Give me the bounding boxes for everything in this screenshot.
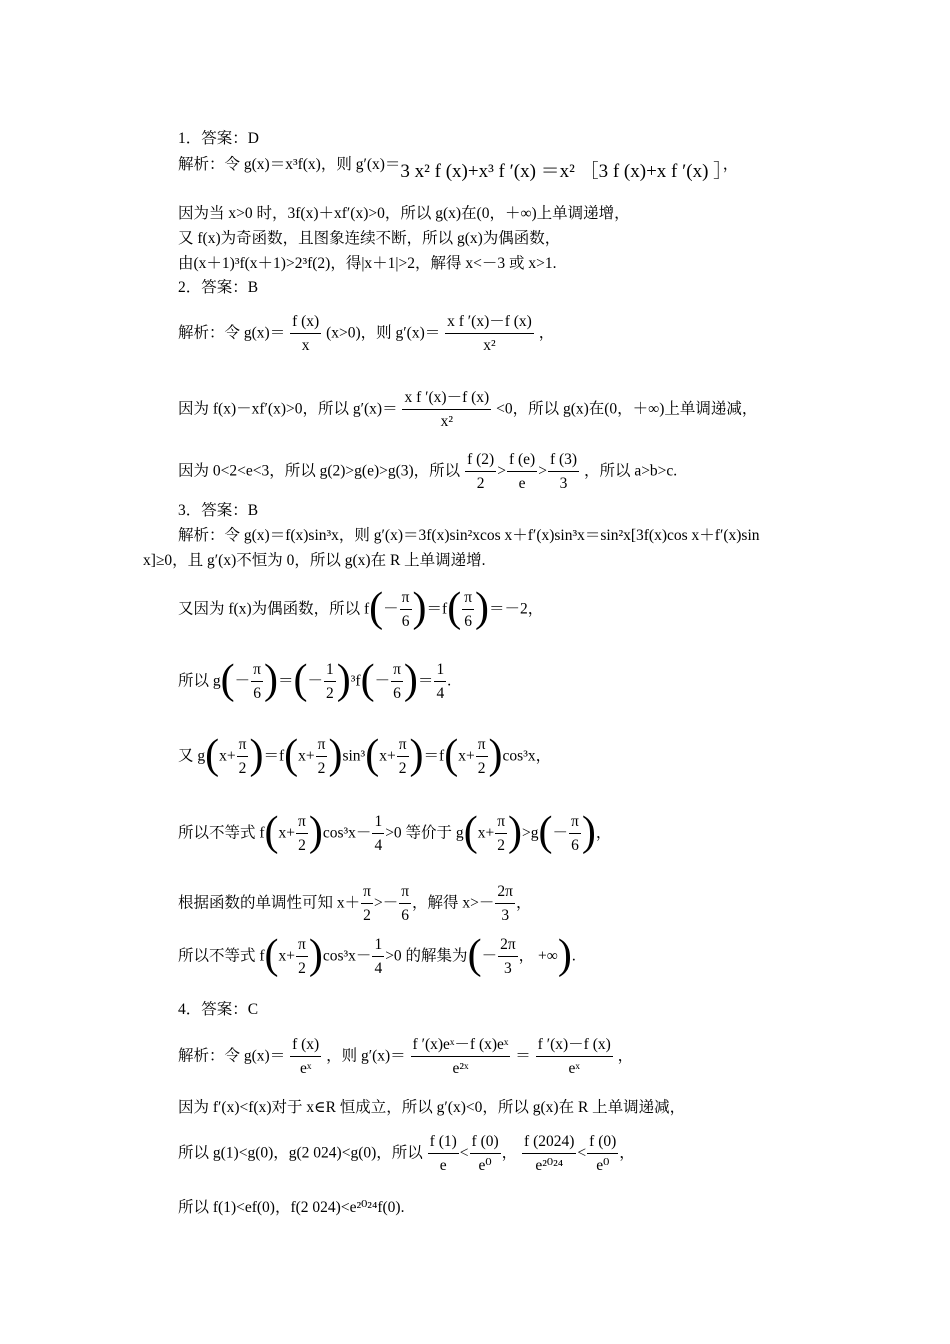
paren-close: ) [249,732,264,778]
plus-infinity: ， +∞ [518,947,558,965]
p3-line7-text: 根据函数的单调性可知 x＋ [178,894,361,912]
p3-line5-text: 又 g [178,747,206,765]
minus-sign: － [234,672,251,690]
x-plus: x+ [379,747,396,765]
pi-over-6: $\frac{\pi}{6}$ [253,661,261,702]
gt-g: >g [522,824,539,842]
paren-open: ( [264,932,279,978]
one-quarter: $\frac{1}{4}$ [374,936,383,977]
p4-fraction-simplified: $\frac{f '(x)-f (x)}{\text{eˣ}}$ [537,1036,611,1077]
p2-fraction-f3: $\frac{f (3)}{3}$ [549,451,578,492]
cos-cube: cos³x， [502,747,552,765]
paren-close: ) [557,932,572,978]
p4-fraction-f0-2: $\frac{f (0)}{\text{e⁰}}$ [589,1133,617,1174]
one-quarter: $\frac{1}{4}$ [436,661,445,702]
paren-open: ( [538,809,553,855]
p2-line3 [178,450,677,494]
x-plus: x+ [298,747,315,765]
paren-open: ( [264,809,279,855]
x-plus: x+ [219,747,236,765]
paren-open: ( [293,657,308,703]
x-plus: x+ [278,824,296,842]
cube-f: ³f [350,672,361,690]
p3-line8-text: 所以不等式 f [178,947,265,965]
lt: < [577,1144,587,1162]
pi-over-2: $\frac{\pi}{2}$ [298,936,306,977]
p3-line7 [178,882,532,926]
pi-over-2: $\frac{\pi}{2}$ [497,813,506,854]
p2-gt1: > [497,462,506,480]
paren-close: ) [328,732,343,778]
p2-title: 2．答案：B [178,279,259,296]
paren-open: ( [365,732,380,778]
paren-open: ( [205,732,220,778]
p3-line5 [178,732,552,779]
paren-open: ( [463,809,478,855]
p3-line6-text: 所以不等式 f [178,824,265,842]
one-quarter: $\frac{1}{4}$ [374,813,383,854]
p1-line1-end: ， [722,156,739,173]
pi-over-2: $\frac{\pi}{2}$ [317,736,326,777]
paren-close: ) [409,732,424,778]
p4-line2: 因为 f′(x)<f(x)对于 x∈R 恒成立，所以 g′(x)<0，所以 g(x)在 R 上单调递减， [178,1099,686,1116]
p4-line1 [178,1035,633,1079]
paren-close: ) [403,657,418,703]
p4-fraction-f1: $\frac{f (1)}{e}$ [429,1133,457,1174]
solve-text: ，解得 x>－ [412,894,495,912]
paren-close: ) [263,657,278,703]
two-pi-over-3: $\frac{2\pi}{3}$ [500,936,516,977]
p4-fraction-f2024: $\frac{f (2024)}{\text{e²⁰²⁴}}$ [524,1133,575,1174]
p2-fraction-gprime-2: $\frac{\text{x f ′(x)－f (x)}}{\text{x²}}$ [404,389,490,430]
equals: ＝ [426,600,443,618]
p4-line3-text: 所以 g(1)<g(0)，g(2 024)<g(0)，所以 [178,1144,423,1162]
p2-fraction-g: $\frac{f (x)}{x}$ [292,313,320,354]
period: . [571,947,576,965]
pi-over-6: $\frac{\pi}{6}$ [464,589,473,630]
paren-open: ( [360,657,375,703]
paren-close: ) [488,732,503,778]
equals-f: ＝f [263,747,285,765]
p2-line3-end: ，所以 a>b>c. [583,462,678,480]
p4-line3 [178,1132,635,1176]
p3-line8 [178,932,576,979]
paren-close: ) [508,809,523,855]
p1-line3: 又 f(x)为奇函数，且图象连续不断，所以 g(x)为偶函数， [178,230,561,247]
paren-open: ( [467,932,482,978]
pi-over-2: $\frac{\pi}{2}$ [363,883,371,924]
pi-over-2: $\frac{\pi}{2}$ [238,736,247,777]
period: . [447,672,452,690]
equals: ＝ [515,1047,531,1065]
p1-line4: 由(x＋1)³f(x＋1)>2³f(2)，得|x＋1|>2，解得 x<－3 或 x>1. [178,255,557,272]
p3-line3 [178,585,544,632]
pi-over-6: $\frac{\pi}{6}$ [571,813,579,854]
p3-title: 3．答案：B [178,502,259,519]
p1-line1 [178,153,739,182]
x-plus: x+ [458,747,475,765]
two-pi-over-3: $\frac{2\pi}{3}$ [497,883,513,924]
equals: ＝ [417,672,434,690]
minus-sign: － [374,672,391,690]
p2-fraction-f2: $\frac{f (2)}{2}$ [467,451,495,492]
cos-cube-minus: cos³x－ [322,824,372,842]
paren-close: ) [412,585,427,631]
equivalent-text: >0 等价于 g [385,824,464,842]
p2-line2 [178,388,757,432]
p4-line1-mid: ，则 g′(x)＝ [326,1047,406,1065]
p4-fraction-g: $\frac{f (x)}{\text{eˣ}}$ [292,1036,320,1077]
equals-f: ＝f [423,747,445,765]
p2-line1-end: ， [538,324,555,342]
pi-over-6: $\frac{\pi}{6}$ [401,589,410,630]
cos-cube-minus: cos³x－ [322,947,372,965]
p3-line3-text: 又因为 f(x)为偶函数，所以 f [178,600,370,618]
sin-cube: sin³ [342,747,366,765]
paren-open: ( [444,732,459,778]
comma: ， [619,1144,635,1162]
lt: < [459,1144,469,1162]
minus-sign: － [481,947,498,965]
x-plus: x+ [477,824,495,842]
p4-line1-text: 解析：令 g(x)＝ [178,1047,286,1065]
p3-line4-text: 所以 g [178,672,221,690]
f-label: f [442,600,448,618]
paren-close: ) [308,932,323,978]
pi-over-6: $\frac{\pi}{6}$ [393,661,401,702]
comma: ， [617,1047,634,1065]
p4-line4: 所以 f(1)<ef(0)，f(2 024)<e²⁰²⁴f(0). [178,1199,405,1216]
p1-derivative-expr: 3 x² f (x)+x³ f ′(x) ＝x² ［3 f (x)+x f ′(x) ］ [400,161,723,182]
minus-sign: － [552,824,569,842]
p3-line6 [178,809,612,856]
p2-fraction-gprime: $\frac{\text{x f ′(x)－f (x)}}{\text{x²}}$ [447,313,532,354]
pi-over-2: $\frac{\pi}{2}$ [477,736,486,777]
paren-close: ) [308,809,323,855]
comma: ， [516,894,532,912]
minus-sign: － [383,600,399,618]
p2-line3-text: 因为 0<2<e<3，所以 g(2)>g(e)>g(3)，所以 [178,462,461,480]
equals: ＝ [277,672,294,690]
paren-open: ( [369,585,384,631]
p3-line4 [178,657,452,704]
separator: ， [501,1144,522,1162]
p2-line2-end: <0，所以 g(x)在(0，＋∞)上单调递减， [496,400,758,418]
paren-open: ( [284,732,299,778]
gt-minus: >－ [373,894,399,912]
p2-line1 [178,312,554,356]
p2-line2-text: 因为 f(x)－xf′(x)>0，所以 g′(x)＝ [178,400,398,418]
p2-gt2: > [538,462,547,480]
pi-over-2: $\frac{\pi}{2}$ [298,813,306,854]
paren-open: ( [220,657,235,703]
p1-line1-text: 解析：令 g(x)＝x³f(x)，则 g′(x)＝ [178,156,401,173]
comma: ， [595,824,612,842]
p1-title: 1．答案：D [178,130,259,147]
p2-line1-text: 解析：令 g(x)＝ [178,324,286,342]
pi-over-6: $\frac{\pi}{6}$ [401,883,410,924]
x-plus: x+ [278,947,296,965]
one-half: $\frac{1}{2}$ [326,661,334,702]
p3-line1: 解析：令 g(x)＝f(x)sin³x，则 g′(x)＝3f(x)sin²xcos x＋f′(x)sin³x＝sin²x[3f(x)cos x＋f′(x)sin [178,527,760,544]
p2-line1-mid: (x>0)，则 g′(x)＝ [326,324,441,342]
p4-title: 4．答案：C [178,1001,259,1018]
paren-close: ) [336,657,351,703]
paren-close: ) [475,585,490,631]
p4-fraction-gprime: $\frac{\text{f ′(x)eˣ－f (x)eˣ}}{\text{e²ˣ}}$ [412,1036,509,1077]
p4-fraction-f0: $\frac{f (0)}{\text{e⁰}}$ [471,1133,499,1174]
paren-open: ( [447,585,462,631]
p1-line2: 因为当 x>0 时，3f(x)＋xf′(x)>0，所以 g(x)在(0，＋∞)上单调递增， [178,205,630,222]
pi-over-2: $\frac{\pi}{2}$ [398,736,407,777]
paren-close: ) [581,809,596,855]
p3-line3-end: ＝－2， [489,600,544,618]
minus-sign: － [307,672,324,690]
solution-set-text: >0 的解集为 [385,947,468,965]
p3-line2: x]≥0，且 g′(x)不恒为 0，所以 g(x)在 R 上单调递增. [143,552,486,569]
p2-fraction-fe: $\frac{f (e)}{e}$ [508,451,536,492]
